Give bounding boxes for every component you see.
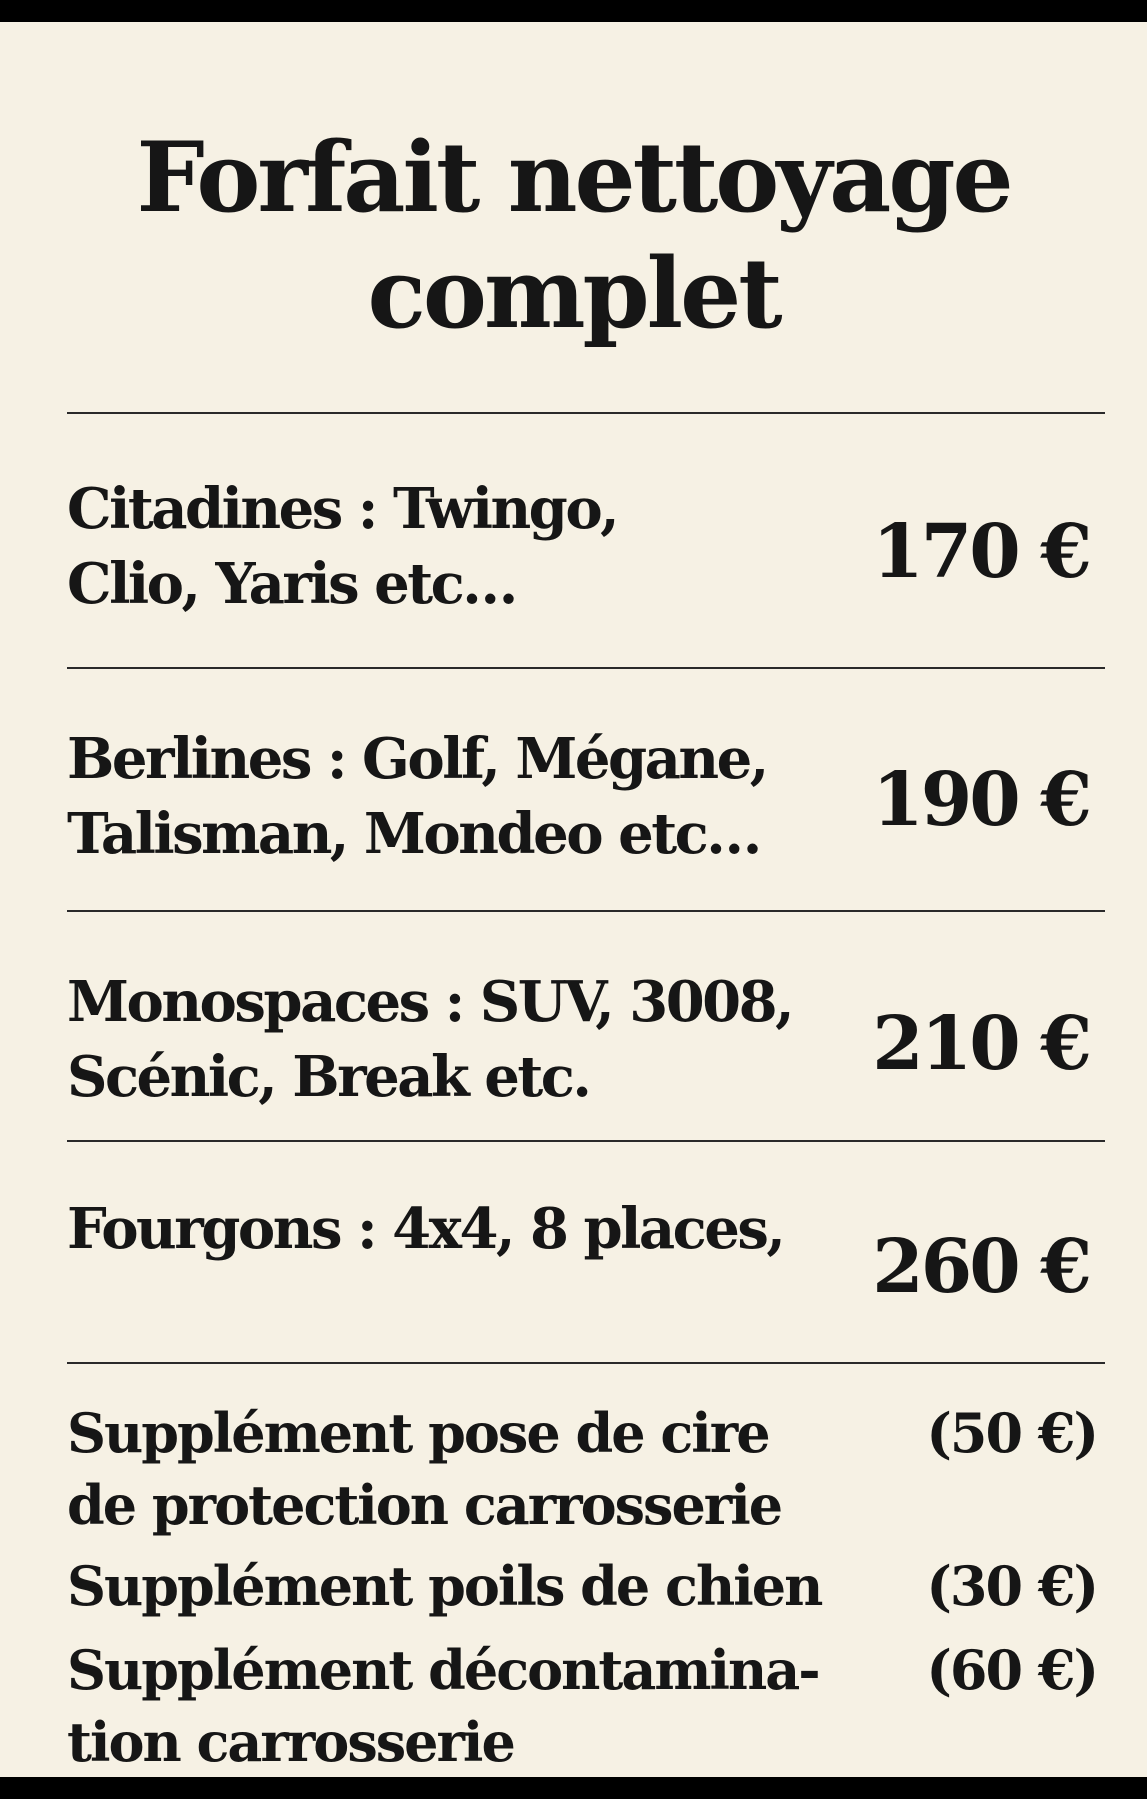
package-fourgons-price: 260 € — [872, 1224, 1089, 1310]
supplement-label-line-1: Supplément pose de cire — [67, 1401, 769, 1465]
supplement-label-line-1: Supplément poils de chien — [67, 1554, 822, 1618]
package-label-line-1: Fourgons : 4x4, 8 places, — [67, 1196, 784, 1262]
supplement-dog-hair-price: (30 €) — [926, 1554, 1097, 1618]
package-monospaces-price: 210 € — [872, 1001, 1089, 1087]
package-citadines-label — [67, 472, 617, 622]
supplement-wax-price: (50 €) — [926, 1401, 1097, 1465]
package-fourgons-label — [67, 1192, 783, 1267]
package-label-line-1: Berlines : Golf, Mégane, — [67, 726, 767, 792]
supplement-label-line-1: Supplément décontamina- — [67, 1638, 819, 1702]
package-berlines-label — [67, 722, 767, 872]
supplement-label-line-2: tion carrosserie — [67, 1710, 514, 1774]
divider — [67, 1362, 1105, 1364]
supplement-dog-hair-label — [67, 1550, 821, 1622]
package-label-line-1: Citadines : Twingo, — [67, 476, 618, 542]
package-label-line-2: Clio, Yaris etc… — [67, 551, 516, 617]
divider — [67, 910, 1105, 912]
supplement-decontamination-price: (60 €) — [926, 1638, 1097, 1702]
package-label-line-2: Talisman, Mondeo etc… — [67, 801, 760, 867]
title-line-2: complet — [367, 237, 780, 350]
supplement-label-line-2: de protection carrosserie — [67, 1473, 782, 1537]
supplement-decontamination-label — [67, 1634, 819, 1777]
price-list-sheet — [0, 22, 1147, 1777]
package-label-line-1: Monospaces : SUV, 3008, — [67, 969, 793, 1035]
package-monospaces-label — [67, 965, 792, 1115]
title-line-1: Forfait nettoyage — [136, 121, 1011, 234]
package-citadines-price: 170 € — [872, 509, 1089, 595]
divider — [67, 1140, 1105, 1142]
divider — [67, 412, 1105, 414]
supplement-wax-label — [67, 1397, 781, 1541]
package-berlines-price: 190 € — [872, 757, 1089, 843]
package-label-line-2: Scénic, Break etc. — [67, 1044, 590, 1110]
divider — [67, 667, 1105, 669]
